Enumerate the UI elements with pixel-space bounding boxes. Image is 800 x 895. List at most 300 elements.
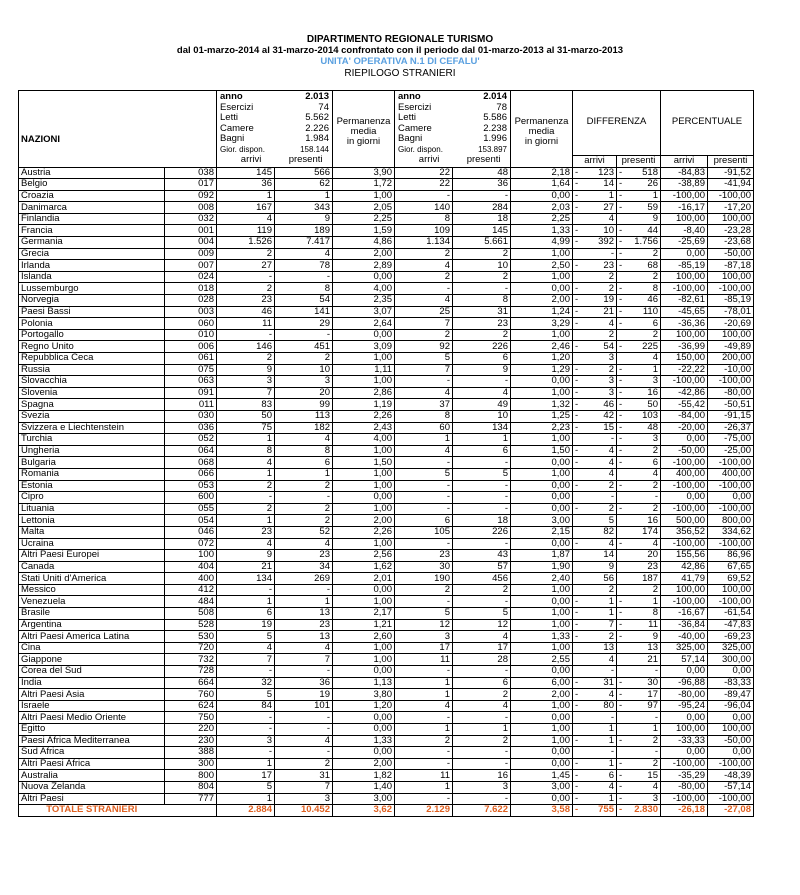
perc-presenti-cell: 86,96 (708, 550, 754, 562)
diff-arrivi-sign-cell (573, 329, 583, 341)
perc-arrivi-cell: -55,42 (661, 399, 708, 411)
presenti-2014-cell: 284 (453, 202, 511, 214)
arrivi-2014-cell: 1 (395, 677, 453, 689)
permanenza-2014-cell: 1,20 (511, 353, 573, 365)
diff-arrivi-sign-cell: - (573, 295, 583, 307)
permanenza-2014-cell: 4,99 (511, 237, 573, 249)
arrivi-2014-cell: - (395, 666, 453, 678)
diff-arrivi-cell: 123 (583, 167, 617, 179)
arrivi-2013-cell: 27 (217, 260, 275, 272)
diff-arrivi-cell: 15 (583, 422, 617, 434)
diff-presenti-cell: 518 (627, 167, 661, 179)
table-row (19, 584, 754, 596)
arrivi-2013-cell: 23 (217, 295, 275, 307)
arrivi-2014-cell: 5 (395, 353, 453, 365)
permanenza-2013-cell: 1,00 (333, 376, 395, 388)
perc-arrivi-cell: 155,56 (661, 550, 708, 562)
permanenza-2014-cell: 2,46 (511, 341, 573, 353)
presenti-2014-cell: 10 (453, 410, 511, 422)
perc-presenti-cell: -75,00 (708, 434, 754, 446)
permanenza-2014-cell: 3,00 (511, 515, 573, 527)
permanenza-2013-cell: 3,00 (333, 793, 395, 805)
permanenza-2013-cell: 3,62 (333, 805, 395, 817)
diff-arrivi-cell: 1 (583, 608, 617, 620)
presenti-2013-cell: 13 (275, 631, 333, 643)
presenti-2014-cell: 2 (453, 271, 511, 283)
diff-presenti-cell: 110 (627, 306, 661, 318)
diff-presenti-sign-cell: - (617, 677, 627, 689)
permanenza-2013-cell: 1,72 (333, 179, 395, 191)
table-row (19, 781, 754, 793)
diff-presenti-cell: 3 (627, 434, 661, 446)
summary-value: 74 (318, 102, 329, 113)
diff-presenti-sign-cell: - (617, 608, 627, 620)
diff-arrivi-sign-cell: - (573, 376, 583, 388)
nazione-cell: Altri Paesi (19, 793, 165, 805)
diff-arrivi-cell: 2 (583, 480, 617, 492)
perc-arrivi-cell: -100,00 (661, 596, 708, 608)
presenti-2014-cell: - (453, 492, 511, 504)
presenti-2014-cell: 43 (453, 550, 511, 562)
permanenza-2014-cell: 1,00 (511, 619, 573, 631)
diff-arrivi-cell: 6 (583, 770, 617, 782)
codice-cell: 010 (165, 329, 217, 341)
table-row (19, 341, 754, 353)
presenti-2013-cell: 31 (275, 770, 333, 782)
arrivi-2013-cell: 3 (217, 376, 275, 388)
table-row (19, 445, 754, 457)
presenti-2013-cell: 29 (275, 318, 333, 330)
table-row (19, 700, 754, 712)
arrivi-2014-cell: 2 (395, 329, 453, 341)
diff-presenti-cell: 26 (627, 179, 661, 191)
codice-cell: 066 (165, 468, 217, 480)
presenti-2014-cell: - (453, 480, 511, 492)
table-row (19, 689, 754, 701)
nazione-cell: Belgio (19, 179, 165, 191)
table-row (19, 503, 754, 515)
diff-presenti-sign-cell (617, 712, 627, 724)
diff-presenti-sign-cell: - (617, 503, 627, 515)
table-row (19, 260, 754, 272)
arrivi-2013-cell: 146 (217, 341, 275, 353)
arrivi-2014-cell: 22 (395, 167, 453, 179)
diff-presenti-cell: 2 (627, 480, 661, 492)
permanenza-2014-cell: 1,64 (511, 179, 573, 191)
presenti-2013-cell: - (275, 666, 333, 678)
permanenza-2013-cell: 3,07 (333, 306, 395, 318)
diff-presenti-cell: 6 (627, 457, 661, 469)
diff-arrivi-sign-cell: - (573, 167, 583, 179)
nazione-cell: Ucraina (19, 538, 165, 550)
nazione-cell: Paesi Bassi (19, 306, 165, 318)
diff-presenti-cell: 21 (627, 654, 661, 666)
presenti-2014-cell: 48 (453, 167, 511, 179)
permanenza-2014-cell: 0,00 (511, 376, 573, 388)
perc-presenti-cell: -85,19 (708, 295, 754, 307)
nazione-cell: Slovacchia (19, 376, 165, 388)
table-row (19, 422, 754, 434)
arrivi-2013-cell: 4 (217, 538, 275, 550)
diff-arrivi-cell: 19 (583, 295, 617, 307)
codice-cell: 728 (165, 666, 217, 678)
codice-cell: 055 (165, 503, 217, 515)
codice-cell: 036 (165, 422, 217, 434)
diff-arrivi-cell: 4 (583, 538, 617, 550)
presenti-2014-cell: 5 (453, 468, 511, 480)
summary-label: Camere (220, 123, 254, 134)
diff-arrivi-sign-cell: - (573, 781, 583, 793)
permanenza-2014-cell: 0,00 (511, 457, 573, 469)
presenti-2014-cell: 1 (453, 724, 511, 736)
year-2014-block (395, 91, 511, 168)
diff-presenti-cell: - (627, 712, 661, 724)
permanenza-2013-cell: 2,26 (333, 410, 395, 422)
arrivi-header: arrivi (418, 155, 440, 165)
diff-arrivi-cell: 2 (583, 364, 617, 376)
diff-arrivi-sign-cell (573, 434, 583, 446)
permanenza-2014-cell: 1,00 (511, 724, 573, 736)
diff-arrivi-sign-cell: - (573, 422, 583, 434)
arrivi-2014-cell: 1 (395, 434, 453, 446)
diff-presenti-sign-cell: - (617, 376, 627, 388)
nazione-cell: Altri Paesi Asia (19, 689, 165, 701)
permanenza-2013-cell: 0,00 (333, 329, 395, 341)
year-2013-block (217, 91, 333, 168)
codice-cell: 760 (165, 689, 217, 701)
perc-presenti-cell: 0,00 (708, 747, 754, 759)
permanenza-2014-cell: 3,29 (511, 318, 573, 330)
diff-presenti-cell: 17 (627, 689, 661, 701)
arrivi-2013-cell: 23 (217, 526, 275, 538)
nazione-cell: Lussemburgo (19, 283, 165, 295)
codice-cell: 001 (165, 225, 217, 237)
perc-arrivi-cell: 0,00 (661, 747, 708, 759)
diff-arrivi-sign-cell: - (573, 283, 583, 295)
nazione-cell: Altri Paesi Africa (19, 758, 165, 770)
presenti-2013-cell: 4 (275, 642, 333, 654)
table-row (19, 747, 754, 759)
permanenza-2014-cell: 1,00 (511, 468, 573, 480)
nazione-cell: India (19, 677, 165, 689)
arrivi-2014-cell: 1.134 (395, 237, 453, 249)
codice-cell: 054 (165, 515, 217, 527)
perc-arrivi-cell: 0,00 (661, 666, 708, 678)
arrivi-2013-cell: 21 (217, 561, 275, 573)
diff-presenti-sign-cell: - (617, 619, 627, 631)
nazione-cell: Australia (19, 770, 165, 782)
diff-presenti-cell: 2 (627, 735, 661, 747)
arrivi-2013-cell: 6 (217, 608, 275, 620)
arrivi-2013-cell: 32 (217, 677, 275, 689)
nazione-cell: Venezuela (19, 596, 165, 608)
table-row (19, 306, 754, 318)
arrivi-2013-cell: 7 (217, 654, 275, 666)
arrivi-2013-cell: 5 (217, 781, 275, 793)
arrivi-2013-cell: - (217, 271, 275, 283)
presenti-2013-cell: - (275, 271, 333, 283)
permanenza-2014-cell: 1,90 (511, 561, 573, 573)
permanenza-2014-cell: 1,33 (511, 225, 573, 237)
nazione-cell: Argentina (19, 619, 165, 631)
permanenza-2013-cell: 1,00 (333, 445, 395, 457)
perc-presenti-cell: 400,00 (708, 468, 754, 480)
diff-arrivi-cell: 1 (583, 190, 617, 202)
arrivi-2013-cell: - (217, 329, 275, 341)
presenti-2013-cell: - (275, 712, 333, 724)
perc-arrivi-cell: -100,00 (661, 758, 708, 770)
permanenza-2013-cell: 2,17 (333, 608, 395, 620)
diff-presenti-cell: 2 (627, 271, 661, 283)
diff-presenti-sign-cell: - (617, 237, 627, 249)
presenti-2014-cell: 4 (453, 631, 511, 643)
presenti-2013-cell: - (275, 724, 333, 736)
diff-presenti-sign-cell: - (617, 457, 627, 469)
summary-label: Bagni (220, 134, 245, 144)
arrivi-2014-cell: 190 (395, 573, 453, 585)
summary-value: 1.984 (305, 134, 329, 144)
diff-arrivi-sign-cell (573, 550, 583, 562)
percentuale-header: PERCENTUALE (661, 91, 754, 156)
arrivi-2014-cell: 92 (395, 341, 453, 353)
codice-cell: 664 (165, 677, 217, 689)
perc-arrivi-cell: -100,00 (661, 503, 708, 515)
nazione-cell: Stati Uniti d'America (19, 573, 165, 585)
diff-arrivi-cell: 3 (583, 353, 617, 365)
arrivi-2014-cell: 6 (395, 515, 453, 527)
perc-arrivi-cell: -84,83 (661, 167, 708, 179)
presenti-2014-cell: 10 (453, 260, 511, 272)
nazione-cell: Cipro (19, 492, 165, 504)
diff-arrivi-sign-cell: - (573, 631, 583, 643)
presenti-2013-cell: 62 (275, 179, 333, 191)
arrivi-2014-cell: 5 (395, 468, 453, 480)
presenti-2014-cell: 4 (453, 700, 511, 712)
arrivi-2014-cell: - (395, 492, 453, 504)
arrivi-2014-cell: 1 (395, 689, 453, 701)
perc-presenti-cell: -25,00 (708, 445, 754, 457)
perc-arrivi-cell: 0,00 (661, 712, 708, 724)
nazione-cell: Grecia (19, 248, 165, 260)
diff-arrivi-sign-cell: - (573, 619, 583, 631)
diff-arrivi-sign-cell: - (573, 735, 583, 747)
codice-cell: 052 (165, 434, 217, 446)
diff-arrivi-sign-cell: - (573, 237, 583, 249)
arrivi-2014-cell: 4 (395, 700, 453, 712)
permanenza-2014-cell: 1,00 (511, 248, 573, 260)
presenti-2014-cell: 57 (453, 561, 511, 573)
nazione-cell: Cina (19, 642, 165, 654)
report-subtitle: RIEPILOGO STRANIERI (344, 68, 456, 79)
diff-arrivi-sign-cell: - (573, 503, 583, 515)
permanenza-2013-cell: 2,26 (333, 526, 395, 538)
diff-arrivi-sign-cell: - (573, 596, 583, 608)
diff-presenti-sign-cell: - (617, 190, 627, 202)
presenti-2013-cell: 10.452 (275, 805, 333, 817)
diff-arrivi-sign-cell: - (573, 608, 583, 620)
diff-presenti-sign-cell (617, 573, 627, 585)
diff-presenti-sign-cell: - (617, 434, 627, 446)
diff-presenti-cell: 1.756 (627, 237, 661, 249)
arrivi-2013-cell: 19 (217, 619, 275, 631)
presenti-2014-cell: 5 (453, 608, 511, 620)
diff-arrivi-cell: 4 (583, 781, 617, 793)
arrivi-2013-cell: 1 (217, 434, 275, 446)
summary-value: 78 (496, 102, 507, 113)
arrivi-2013-cell: - (217, 724, 275, 736)
presenti-2013-cell: 19 (275, 689, 333, 701)
diff-arrivi-cell: 2 (583, 329, 617, 341)
diff-presenti-sign-cell: - (617, 793, 627, 805)
diff-arrivi-sign-cell (573, 654, 583, 666)
perc-arrivi-cell: -45,65 (661, 306, 708, 318)
diff-presenti-sign-cell: - (617, 596, 627, 608)
diff-presenti-sign-cell (617, 329, 627, 341)
perc-arrivi-cell: -33,33 (661, 735, 708, 747)
diff-arrivi-cell: - (583, 712, 617, 724)
diff-presenti-cell: 46 (627, 295, 661, 307)
diff-arrivi-sign-cell (573, 747, 583, 759)
codice-cell: 720 (165, 642, 217, 654)
presenti-2013-cell: 2 (275, 353, 333, 365)
table-row (19, 724, 754, 736)
nazione-cell: Lettonia (19, 515, 165, 527)
diff-arrivi-cell: 755 (583, 805, 617, 817)
presenti-2014-cell: 31 (453, 306, 511, 318)
perc-arrivi-cell: 0,00 (661, 248, 708, 260)
diff-arrivi-cell: 392 (583, 237, 617, 249)
diff-arrivi-cell: 1 (583, 724, 617, 736)
nazione-cell: Nuova Zelanda (19, 781, 165, 793)
presenti-2014-cell: 9 (453, 364, 511, 376)
diff-arrivi-sign-cell: - (573, 793, 583, 805)
diff-presenti-sign-cell (617, 353, 627, 365)
presenti-2013-cell: 101 (275, 700, 333, 712)
permanenza-2013-cell: 1,19 (333, 399, 395, 411)
permanenza-2014-cell: 0,00 (511, 758, 573, 770)
perc-arrivi-cell: -100,00 (661, 793, 708, 805)
presenti-2014-cell: 2 (453, 248, 511, 260)
arrivi-2014-cell: 2 (395, 248, 453, 260)
summary-label: Letti (398, 113, 416, 123)
perc-arrivi-cell: 500,00 (661, 515, 708, 527)
diff-presenti-sign-cell: - (617, 735, 627, 747)
year-value: 2.013 (305, 92, 329, 102)
perc-presenti-header: presenti (708, 155, 754, 167)
perc-arrivi-cell: -50,00 (661, 445, 708, 457)
diff-arrivi-cell: 4 (583, 213, 617, 225)
perc-presenti-cell: 69,52 (708, 573, 754, 585)
diff-presenti-sign-cell (617, 526, 627, 538)
diff-arrivi-sign-cell (573, 561, 583, 573)
diff-arrivi-sign-cell: - (573, 758, 583, 770)
diff-arrivi-cell: 54 (583, 341, 617, 353)
arrivi-2013-cell: 3 (217, 735, 275, 747)
diff-arrivi-sign-cell: - (573, 677, 583, 689)
period-subtitle: dal 01-marzo-2014 al 31-marzo-2014 confrontato con il periodo dal 01-marzo-2013 al 31-marzo-2013 (176, 45, 624, 56)
presenti-2014-cell: - (453, 457, 511, 469)
diff-arrivi-cell: 9 (583, 561, 617, 573)
presenti-2013-cell: 23 (275, 619, 333, 631)
arrivi-2014-cell: 4 (395, 260, 453, 272)
diff-presenti-cell: - (627, 492, 661, 504)
perc-presenti-cell: -17,20 (708, 202, 754, 214)
perc-arrivi-cell: -100,00 (661, 457, 708, 469)
diff-arrivi-cell: 2 (583, 503, 617, 515)
permanenza-2014-cell: 0,00 (511, 492, 573, 504)
codice-cell: 008 (165, 202, 217, 214)
arrivi-2014-cell: 11 (395, 654, 453, 666)
nazioni-header: NAZIONI (19, 91, 217, 168)
perc-presenti-cell: 0,00 (708, 492, 754, 504)
diff-presenti-sign-cell: - (617, 538, 627, 550)
diff-presenti-cell: 59 (627, 202, 661, 214)
permanenza-2014-cell: 1,00 (511, 735, 573, 747)
diff-presenti-sign-cell: - (617, 410, 627, 422)
diff-presenti-cell: 48 (627, 422, 661, 434)
presenti-2013-cell: 4 (275, 434, 333, 446)
summary-label: Bagni (398, 134, 423, 144)
perc-presenti-cell: -41,94 (708, 179, 754, 191)
perc-arrivi-cell: -100,00 (661, 480, 708, 492)
presenti-2013-cell: 20 (275, 387, 333, 399)
diff-presenti-sign-cell: - (617, 364, 627, 376)
diff-arrivi-sign-cell: - (573, 410, 583, 422)
diff-arrivi-sign-cell (573, 642, 583, 654)
arrivi-2013-cell: 4 (217, 642, 275, 654)
arrivi-2014-cell: 30 (395, 561, 453, 573)
permanenza-2013-cell: 2,25 (333, 213, 395, 225)
nazione-cell: Paesi Africa Mediterranea (19, 735, 165, 747)
nazione-cell: Svezia (19, 410, 165, 422)
presenti-2014-cell: - (453, 538, 511, 550)
perc-arrivi-cell: 100,00 (661, 724, 708, 736)
presenti-2013-cell: 3 (275, 376, 333, 388)
diff-presenti-cell: 3 (627, 376, 661, 388)
arrivi-2014-cell: 22 (395, 179, 453, 191)
arrivi-2014-cell: 37 (395, 399, 453, 411)
perc-presenti-cell: 0,00 (708, 712, 754, 724)
codice-cell: 800 (165, 770, 217, 782)
perc-presenti-cell: -100,00 (708, 190, 754, 202)
arrivi-2014-cell: 23 (395, 550, 453, 562)
diff-arrivi-sign-cell: - (573, 190, 583, 202)
diff-arrivi-cell: 80 (583, 700, 617, 712)
permanenza-2013-cell: 1,00 (333, 596, 395, 608)
nazione-cell: Bulgaria (19, 457, 165, 469)
presenti-2013-cell: 182 (275, 422, 333, 434)
nazione-cell: Russia (19, 364, 165, 376)
permanenza-2014-cell: 0,00 (511, 747, 573, 759)
arrivi-2014-cell: 5 (395, 608, 453, 620)
diff-arrivi-cell: 14 (583, 179, 617, 191)
perc-arrivi-cell: -42,86 (661, 387, 708, 399)
summary-label: Gior. dispon. (220, 144, 265, 154)
presenti-2014-cell: 2 (453, 584, 511, 596)
permanenza-2014-cell: 1,24 (511, 306, 573, 318)
nazione-cell: Canada (19, 561, 165, 573)
perc-arrivi-cell: -95,24 (661, 700, 708, 712)
permanenza-2014-cell: 1,00 (511, 642, 573, 654)
presenti-2013-cell: 3 (275, 793, 333, 805)
permanenza-2013-cell: 1,33 (333, 735, 395, 747)
arrivi-2013-cell: 2 (217, 353, 275, 365)
permanenza-2014-cell: 1,00 (511, 700, 573, 712)
perc-arrivi-cell: -35,29 (661, 770, 708, 782)
codice-cell: 032 (165, 213, 217, 225)
presenti-2014-cell: 4 (453, 387, 511, 399)
perc-presenti-cell: -23,28 (708, 225, 754, 237)
